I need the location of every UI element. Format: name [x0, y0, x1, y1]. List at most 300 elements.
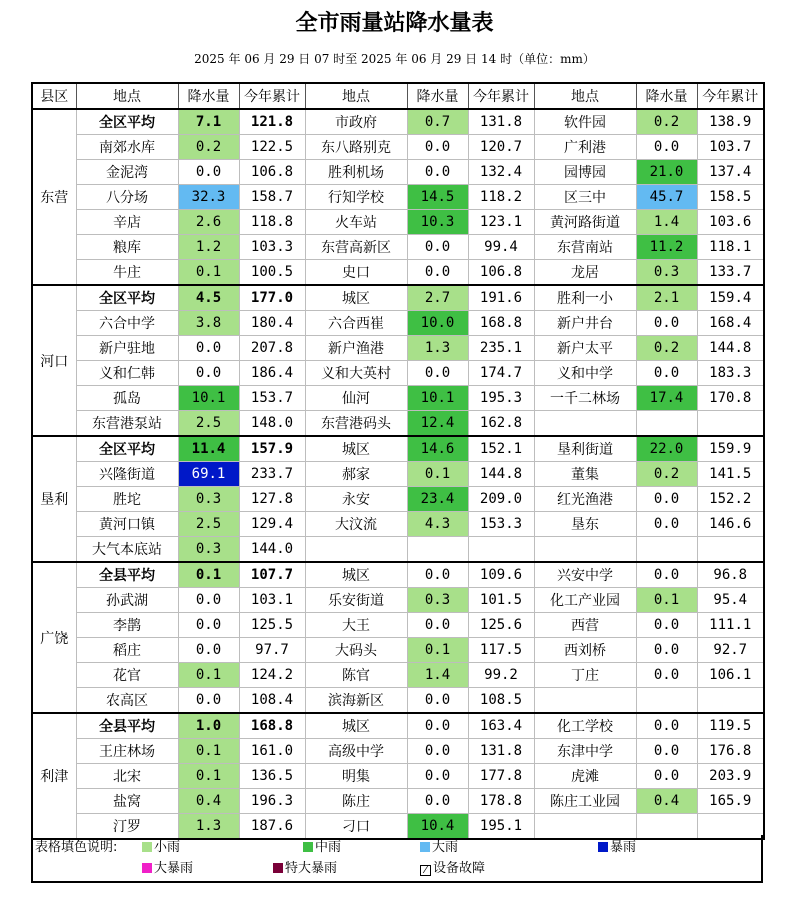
rainfall-cell	[407, 537, 468, 563]
rainfall-cell: 0.0	[636, 135, 697, 160]
annual-total-cell: 107.7	[239, 562, 305, 588]
annual-total-cell: 144.0	[239, 537, 305, 563]
annual-total-cell: 103.6	[697, 210, 764, 235]
rainfall-cell: 0.0	[407, 135, 468, 160]
table-row	[32, 185, 764, 210]
annual-total-cell: 209.0	[468, 487, 534, 512]
table-row	[32, 386, 764, 411]
rainfall-cell	[636, 688, 697, 714]
annual-total-cell: 235.1	[468, 336, 534, 361]
station-name-cell: 胜坨	[76, 487, 178, 512]
annual-total-cell: 162.8	[468, 411, 534, 437]
annual-total-cell: 195.1	[468, 814, 534, 840]
station-name-cell: 软件园	[534, 109, 636, 135]
rainfall-cell: 1.0	[178, 713, 239, 739]
annual-total-cell	[697, 688, 764, 714]
station-name-cell: 全区平均	[76, 436, 178, 462]
annual-total-cell: 120.7	[468, 135, 534, 160]
rainfall-cell: 0.7	[407, 109, 468, 135]
station-name-cell: 东营港码头	[305, 411, 407, 437]
rainfall-cell: 0.0	[178, 613, 239, 638]
annual-total-cell: 207.8	[239, 336, 305, 361]
rainfall-cell: 0.0	[178, 688, 239, 714]
table-row	[32, 436, 764, 462]
page-subtitle: 2025 年 06 月 29 日 07 时至 2025 年 06 月 29 日 14 时（单位：mm）	[194, 52, 595, 66]
station-name-cell: 大码头	[305, 638, 407, 663]
station-name-cell: 孙武湖	[76, 588, 178, 613]
annual-total-cell: 124.2	[239, 663, 305, 688]
annual-total-cell: 96.8	[697, 562, 764, 588]
annual-total-cell: 203.9	[697, 764, 764, 789]
page-title: 全市雨量站降水量表	[295, 11, 494, 36]
rainfall-cell: 0.1	[636, 588, 697, 613]
table-row	[32, 361, 764, 386]
rainfall-cell: 0.0	[636, 638, 697, 663]
rainfall-cell: 0.0	[636, 764, 697, 789]
station-name-cell: 垦东	[534, 512, 636, 537]
station-name-cell: 乐安街道	[305, 588, 407, 613]
station-name-cell	[534, 688, 636, 714]
rainfall-cell: 10.0	[407, 311, 468, 336]
station-name-cell: 刁口	[305, 814, 407, 840]
annual-total-cell: 163.4	[468, 713, 534, 739]
annual-total-cell: 153.7	[239, 386, 305, 411]
annual-total-cell: 148.0	[239, 411, 305, 437]
annual-total-cell: 132.4	[468, 160, 534, 185]
rainfall-cell: 2.6	[178, 210, 239, 235]
station-name-cell: 城区	[305, 285, 407, 311]
rainfall-cell	[636, 411, 697, 437]
annual-total-cell: 103.7	[697, 135, 764, 160]
station-name-cell: 城区	[305, 436, 407, 462]
rainfall-cell: 0.0	[407, 562, 468, 588]
table-row	[32, 109, 764, 135]
legend-item-extreme-rainstorm: 特大暴雨	[273, 860, 337, 878]
annual-total-cell: 138.9	[697, 109, 764, 135]
station-name-cell: 西刘桥	[534, 638, 636, 663]
annual-total-cell: 196.3	[239, 789, 305, 814]
table-row	[32, 588, 764, 613]
station-name-cell: 牛庄	[76, 260, 178, 286]
station-name-cell: 滨海新区	[305, 688, 407, 714]
county-cell: 利津	[32, 713, 76, 839]
rainfall-cell: 10.4	[407, 814, 468, 840]
rainfall-cell: 0.1	[178, 739, 239, 764]
rainfall-cell: 0.0	[636, 487, 697, 512]
annual-total-cell: 131.8	[468, 739, 534, 764]
station-name-cell: 龙居	[534, 260, 636, 286]
header-cell: 地点	[76, 83, 178, 109]
rainfall-cell: 0.0	[636, 613, 697, 638]
annual-total-cell: 158.5	[697, 185, 764, 210]
annual-total-cell: 183.3	[697, 361, 764, 386]
station-name-cell: 区三中	[534, 185, 636, 210]
annual-total-cell: 100.5	[239, 260, 305, 286]
station-name-cell: 全县平均	[76, 713, 178, 739]
header-row	[32, 83, 764, 109]
table-row	[32, 537, 764, 563]
annual-total-cell: 127.8	[239, 487, 305, 512]
station-name-cell: 汀罗	[76, 814, 178, 840]
rainfall-cell: 32.3	[178, 185, 239, 210]
header-cell: 降水量	[178, 83, 239, 109]
rainfall-cell: 0.0	[407, 764, 468, 789]
header-cell: 今年累计	[468, 83, 534, 109]
annual-total-cell: 103.1	[239, 588, 305, 613]
rainfall-cell: 0.0	[636, 663, 697, 688]
annual-total-cell: 92.7	[697, 638, 764, 663]
station-name-cell: 王庄林场	[76, 739, 178, 764]
rainfall-cell: 2.5	[178, 512, 239, 537]
table-row	[32, 411, 764, 437]
station-name-cell: 陈庄工业园	[534, 789, 636, 814]
rainfall-cell: 14.5	[407, 185, 468, 210]
rainfall-cell: 0.0	[407, 260, 468, 286]
station-name-cell: 全县平均	[76, 562, 178, 588]
station-name-cell: 义和中学	[534, 361, 636, 386]
station-name-cell: 六合西崔	[305, 311, 407, 336]
rainfall-cell: 0.0	[407, 235, 468, 260]
rainfall-cell: 0.4	[636, 789, 697, 814]
rainfall-cell: 22.0	[636, 436, 697, 462]
station-name-cell: 新户太平	[534, 336, 636, 361]
table-row	[32, 160, 764, 185]
county-cell: 东营	[32, 109, 76, 285]
rainfall-cell: 7.1	[178, 109, 239, 135]
annual-total-cell: 133.7	[697, 260, 764, 286]
annual-total-cell: 170.8	[697, 386, 764, 411]
station-name-cell: 东营南站	[534, 235, 636, 260]
station-name-cell: 大汶流	[305, 512, 407, 537]
station-name-cell: 六合中学	[76, 311, 178, 336]
moderate-rain-swatch	[303, 842, 313, 852]
annual-total-cell: 152.1	[468, 436, 534, 462]
station-name-cell: 火车站	[305, 210, 407, 235]
annual-total-cell: 157.9	[239, 436, 305, 462]
rainfall-cell: 0.0	[178, 160, 239, 185]
rainfall-cell: 11.2	[636, 235, 697, 260]
annual-total-cell: 95.4	[697, 588, 764, 613]
rainfall-cell: 0.0	[178, 638, 239, 663]
rainfall-cell: 0.2	[636, 109, 697, 135]
station-name-cell: 李鹊	[76, 613, 178, 638]
rainfall-cell: 1.4	[636, 210, 697, 235]
rainfall-cell: 0.1	[178, 663, 239, 688]
annual-total-cell: 195.3	[468, 386, 534, 411]
station-name-cell: 盐窝	[76, 789, 178, 814]
extreme-rainstorm-swatch	[273, 863, 283, 873]
station-name-cell: 新户驻地	[76, 336, 178, 361]
annual-total-cell: 125.5	[239, 613, 305, 638]
rainfall-cell: 0.1	[407, 638, 468, 663]
annual-total-cell: 141.5	[697, 462, 764, 487]
table-row	[32, 462, 764, 487]
legend-item-rainstorm: 暴雨	[598, 839, 636, 857]
rainfall-cell: 1.3	[178, 814, 239, 840]
annual-total-cell: 117.5	[468, 638, 534, 663]
annual-total-cell: 191.6	[468, 285, 534, 311]
station-name-cell: 陈庄	[305, 789, 407, 814]
station-name-cell: 孤岛	[76, 386, 178, 411]
station-name-cell	[305, 537, 407, 563]
rainfall-cell: 0.1	[407, 462, 468, 487]
color-legend	[31, 835, 763, 883]
rainfall-cell: 0.0	[636, 512, 697, 537]
rainfall-cell: 0.3	[636, 260, 697, 286]
annual-total-cell: 233.7	[239, 462, 305, 487]
annual-total-cell: 177.8	[468, 764, 534, 789]
header-cell: 降水量	[407, 83, 468, 109]
rainfall-cell: 0.0	[407, 739, 468, 764]
annual-total-cell: 106.8	[468, 260, 534, 286]
station-name-cell: 一千二林场	[534, 386, 636, 411]
rainfall-cell: 2.7	[407, 285, 468, 311]
station-name-cell: 园博园	[534, 160, 636, 185]
annual-total-cell: 176.8	[697, 739, 764, 764]
rainfall-cell: 0.3	[407, 588, 468, 613]
annual-total-cell: 177.0	[239, 285, 305, 311]
header-cell: 今年累计	[697, 83, 764, 109]
station-name-cell: 市政府	[305, 109, 407, 135]
county-cell: 垦利	[32, 436, 76, 562]
annual-total-cell: 146.6	[697, 512, 764, 537]
station-name-cell: 大气本底站	[76, 537, 178, 563]
rainfall-cell: 4.3	[407, 512, 468, 537]
rainfall-cell	[636, 537, 697, 563]
station-name-cell: 明集	[305, 764, 407, 789]
annual-total-cell	[468, 537, 534, 563]
legend-item-equipment-fault: ⁄ 设备故障	[420, 860, 485, 878]
rainfall-cell: 0.0	[407, 688, 468, 714]
station-name-cell: 西营	[534, 613, 636, 638]
annual-total-cell	[697, 537, 764, 563]
annual-total-cell: 178.8	[468, 789, 534, 814]
legend-item-heavy-rain: 大雨	[420, 839, 458, 857]
rainfall-cell: 0.2	[178, 135, 239, 160]
rainfall-cell: 45.7	[636, 185, 697, 210]
table-row	[32, 210, 764, 235]
station-name-cell: 花官	[76, 663, 178, 688]
station-name-cell: 红光渔港	[534, 487, 636, 512]
annual-total-cell: 168.8	[239, 713, 305, 739]
annual-total-cell: 129.4	[239, 512, 305, 537]
rainfall-cell: 0.0	[636, 361, 697, 386]
table-row	[32, 713, 764, 739]
annual-total-cell: 119.5	[697, 713, 764, 739]
annual-total-cell: 153.3	[468, 512, 534, 537]
legend-item-heavy-rainstorm: 大暴雨	[142, 860, 193, 878]
rainfall-cell: 12.4	[407, 411, 468, 437]
rainfall-cell: 0.0	[178, 361, 239, 386]
annual-total-cell: 165.9	[697, 789, 764, 814]
annual-total-cell: 131.8	[468, 109, 534, 135]
header-cell: 地点	[534, 83, 636, 109]
annual-total-cell: 106.1	[697, 663, 764, 688]
table-row	[32, 135, 764, 160]
table-row	[32, 562, 764, 588]
rainfall-cell: 0.0	[636, 562, 697, 588]
annual-total-cell: 108.4	[239, 688, 305, 714]
station-name-cell: 八分场	[76, 185, 178, 210]
rainfall-cell: 10.3	[407, 210, 468, 235]
header-cell: 县区	[32, 83, 76, 109]
annual-total-cell: 152.2	[697, 487, 764, 512]
equipment-fault-icon: ⁄	[420, 865, 431, 876]
station-name-cell: 董集	[534, 462, 636, 487]
annual-total-cell: 187.6	[239, 814, 305, 840]
station-name-cell: 胜利机场	[305, 160, 407, 185]
annual-total-cell: 111.1	[697, 613, 764, 638]
station-name-cell: 丁庄	[534, 663, 636, 688]
rainfall-cell: 0.1	[178, 562, 239, 588]
heavy-rainstorm-swatch	[142, 863, 152, 873]
annual-total-cell: 122.5	[239, 135, 305, 160]
station-name-cell: 史口	[305, 260, 407, 286]
annual-total-cell: 109.6	[468, 562, 534, 588]
station-name-cell: 陈官	[305, 663, 407, 688]
table-row	[32, 638, 764, 663]
rainfall-cell: 69.1	[178, 462, 239, 487]
table-row	[32, 739, 764, 764]
rainfall-cell: 11.4	[178, 436, 239, 462]
annual-total-cell: 168.8	[468, 311, 534, 336]
rainfall-cell: 0.0	[407, 613, 468, 638]
station-name-cell: 大王	[305, 613, 407, 638]
rainfall-cell: 0.0	[407, 361, 468, 386]
legend-label: 表格填色说明:	[35, 840, 118, 855]
rainfall-cell: 0.0	[178, 336, 239, 361]
annual-total-cell: 136.5	[239, 764, 305, 789]
rainfall-cell: 0.2	[636, 462, 697, 487]
annual-total-cell: 159.4	[697, 285, 764, 311]
annual-total-cell: 121.8	[239, 109, 305, 135]
station-name-cell: 新户井台	[534, 311, 636, 336]
table-row	[32, 336, 764, 361]
table-row	[32, 285, 764, 311]
light-rain-swatch	[142, 842, 152, 852]
station-name-cell: 仙河	[305, 386, 407, 411]
rainfall-cell: 1.2	[178, 235, 239, 260]
annual-total-cell: 118.1	[697, 235, 764, 260]
table-row	[32, 613, 764, 638]
legend-item-light-rain: 小雨	[142, 839, 180, 857]
rainfall-cell: 23.4	[407, 487, 468, 512]
station-name-cell: 化工产业园	[534, 588, 636, 613]
legend-item-moderate-rain: 中雨	[303, 839, 341, 857]
annual-total-cell: 158.7	[239, 185, 305, 210]
station-name-cell: 兴隆街道	[76, 462, 178, 487]
annual-total-cell: 101.5	[468, 588, 534, 613]
annual-total-cell: 97.7	[239, 638, 305, 663]
rainfall-cell: 0.0	[407, 789, 468, 814]
rainfall-cell: 0.0	[636, 739, 697, 764]
station-name-cell: 虎滩	[534, 764, 636, 789]
station-name-cell: 义和仁韩	[76, 361, 178, 386]
annual-total-cell: 161.0	[239, 739, 305, 764]
table-row	[32, 260, 764, 286]
annual-total-cell: 180.4	[239, 311, 305, 336]
station-name-cell: 永安	[305, 487, 407, 512]
annual-total-cell: 144.8	[697, 336, 764, 361]
table-row	[32, 663, 764, 688]
annual-total-cell: 99.4	[468, 235, 534, 260]
rainfall-cell: 0.3	[178, 537, 239, 563]
rainfall-cell: 17.4	[636, 386, 697, 411]
rainfall-cell: 2.1	[636, 285, 697, 311]
county-cell: 广饶	[32, 562, 76, 713]
station-name-cell: 行知学校	[305, 185, 407, 210]
rainfall-cell: 3.8	[178, 311, 239, 336]
rainfall-cell: 0.3	[178, 487, 239, 512]
rainfall-cell: 21.0	[636, 160, 697, 185]
table-body	[32, 109, 764, 839]
rainstorm-swatch	[598, 842, 608, 852]
header-cell: 地点	[305, 83, 407, 109]
annual-total-cell: 144.8	[468, 462, 534, 487]
table-row	[32, 235, 764, 260]
station-name-cell: 胜利一小	[534, 285, 636, 311]
station-name-cell: 金泥湾	[76, 160, 178, 185]
annual-total-cell: 186.4	[239, 361, 305, 386]
rainfall-cell: 1.4	[407, 663, 468, 688]
table-row	[32, 311, 764, 336]
station-name-cell: 全区平均	[76, 109, 178, 135]
header-cell: 降水量	[636, 83, 697, 109]
annual-total-cell: 108.5	[468, 688, 534, 714]
rainfall-cell: 0.0	[407, 713, 468, 739]
station-name-cell	[534, 411, 636, 437]
station-name-cell: 北宋	[76, 764, 178, 789]
rainfall-cell: 2.5	[178, 411, 239, 437]
rainfall-cell: 1.3	[407, 336, 468, 361]
station-name-cell: 辛店	[76, 210, 178, 235]
station-name-cell: 广利港	[534, 135, 636, 160]
table-row	[32, 764, 764, 789]
table-row	[32, 512, 764, 537]
station-name-cell: 农高区	[76, 688, 178, 714]
annual-total-cell: 118.2	[468, 185, 534, 210]
annual-total-cell: 125.6	[468, 613, 534, 638]
station-name-cell: 兴安中学	[534, 562, 636, 588]
table-row	[32, 789, 764, 814]
station-name-cell: 化工学校	[534, 713, 636, 739]
annual-total-cell: 168.4	[697, 311, 764, 336]
annual-total-cell: 159.9	[697, 436, 764, 462]
annual-total-cell: 106.8	[239, 160, 305, 185]
station-name-cell: 全区平均	[76, 285, 178, 311]
county-cell: 河口	[32, 285, 76, 436]
station-name-cell: 黄河口镇	[76, 512, 178, 537]
station-name-cell	[534, 537, 636, 563]
rainfall-cell: 0.0	[636, 311, 697, 336]
rainfall-cell: 0.1	[178, 764, 239, 789]
station-name-cell: 东津中学	[534, 739, 636, 764]
rainfall-cell: 0.4	[178, 789, 239, 814]
heavy-rain-swatch	[420, 842, 430, 852]
annual-total-cell: 123.1	[468, 210, 534, 235]
rainfall-cell: 0.2	[636, 336, 697, 361]
header-cell: 今年累计	[239, 83, 305, 109]
annual-total-cell: 99.2	[468, 663, 534, 688]
table-row	[32, 487, 764, 512]
rainfall-cell: 10.1	[178, 386, 239, 411]
station-name-cell: 黄河路街道	[534, 210, 636, 235]
rainfall-cell: 0.0	[636, 713, 697, 739]
rainfall-cell: 0.0	[178, 588, 239, 613]
station-name-cell: 稻庄	[76, 638, 178, 663]
station-name-cell: 粮库	[76, 235, 178, 260]
station-name-cell: 东营高新区	[305, 235, 407, 260]
